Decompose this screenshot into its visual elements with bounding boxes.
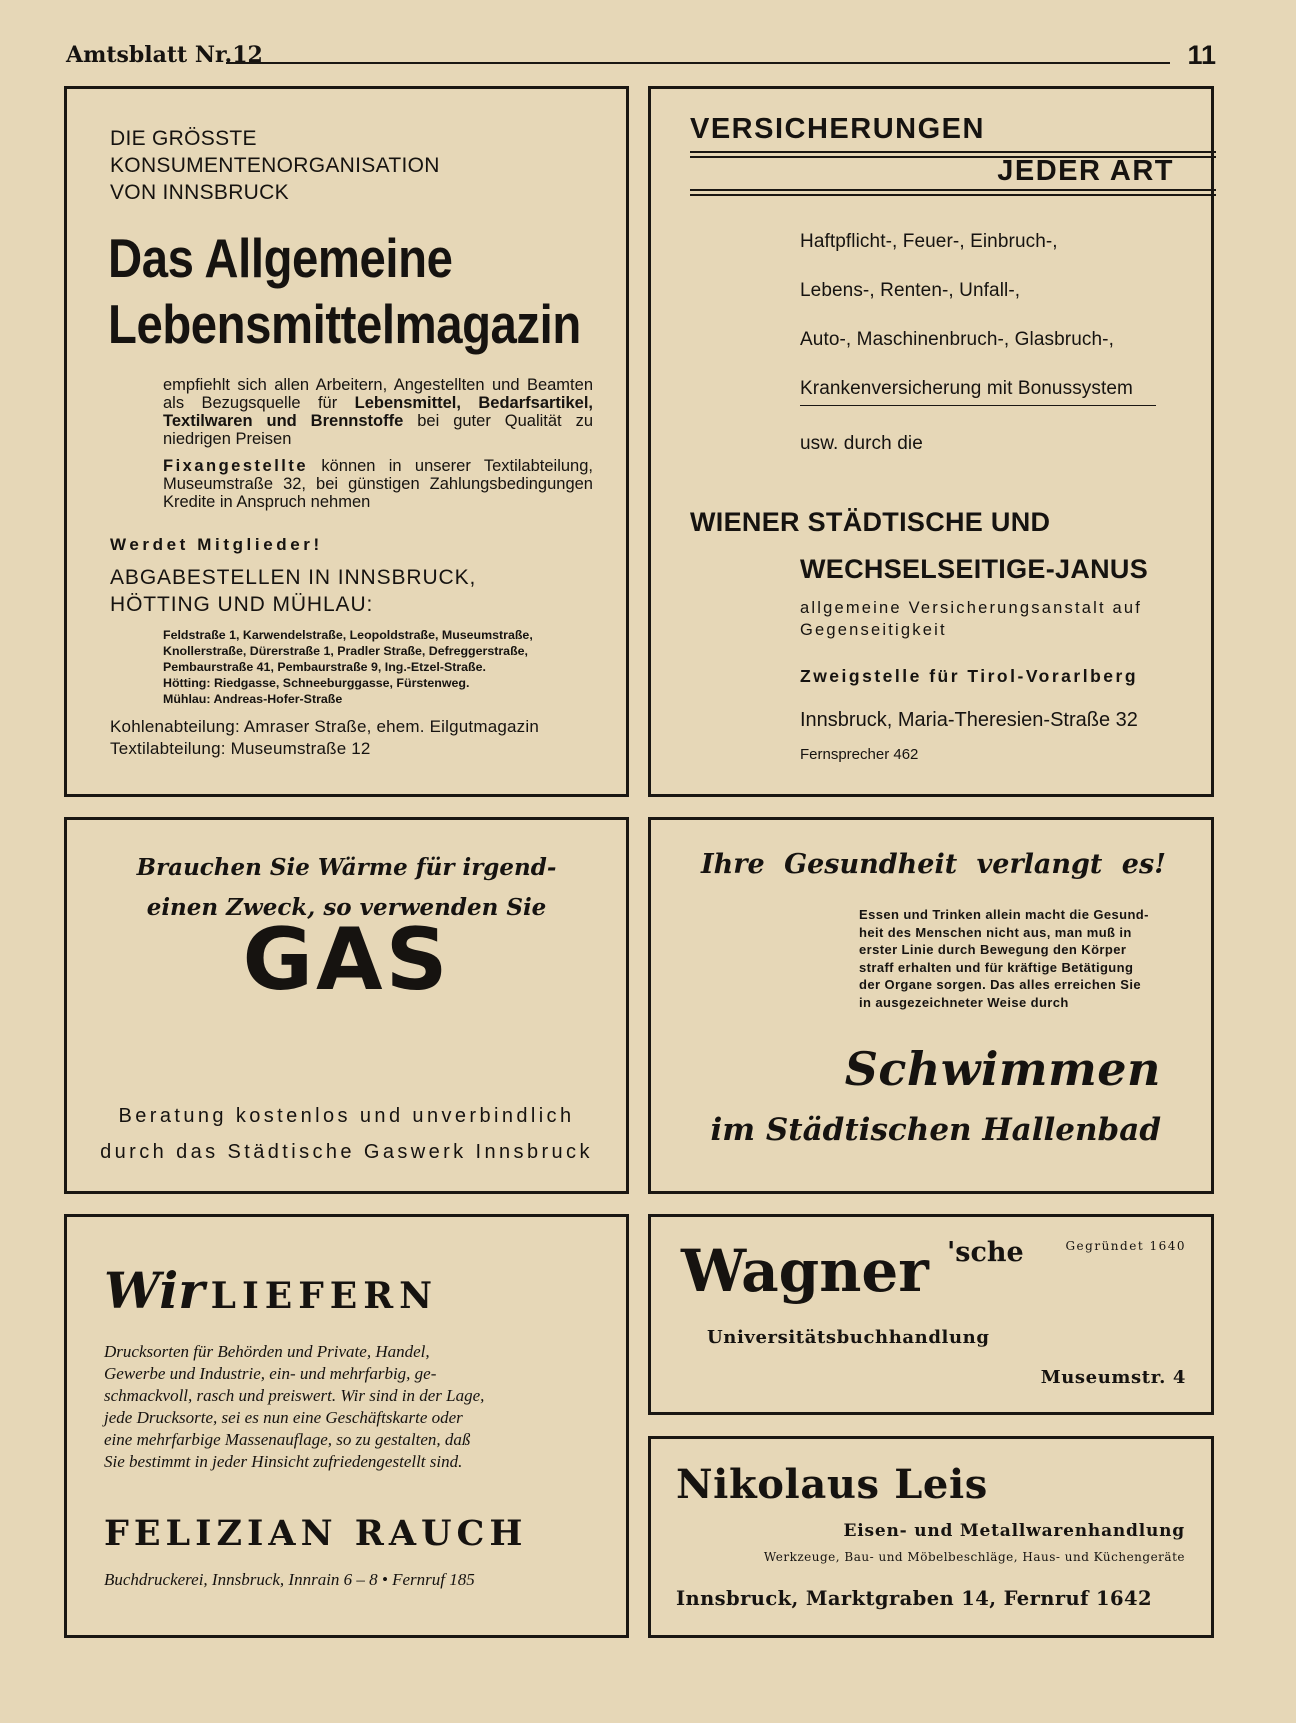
- header-rule: [226, 62, 1170, 64]
- ad-wagner: [648, 1214, 1214, 1415]
- heading-line: Brauchen Sie Wärme für irgend-: [136, 854, 557, 881]
- ad-body: [859, 906, 1149, 1011]
- ad-felizian-rauch: [64, 1214, 629, 1638]
- body-line: Gewerbe und Industrie, ein- und mehrfarbig, ge-: [104, 1364, 437, 1383]
- gas-title: GAS: [242, 910, 451, 1010]
- body-line: jede Drucksorte, sei es nun eine Geschäftskarte oder: [104, 1408, 463, 1427]
- products-bold: Lebensmittel, Bedarfsartikel, Textilwaren und Brennstoffe: [163, 394, 594, 430]
- footer-line: durch das Städtische Gaswerk Innsbruck: [100, 1141, 593, 1163]
- ad-heading: [104, 1261, 438, 1320]
- company-line-1: WIENER STÄDTISCHE UND: [690, 507, 1051, 537]
- ad-nikolaus-leis: [648, 1436, 1214, 1638]
- double-rule: [690, 189, 1216, 196]
- publication-title: Amtsblatt Nr.12: [66, 42, 263, 68]
- text: können in unserer Textilabteilung, Museumstraße 32, bei günstigen Zahlungsbedingungen Kredite in Anspruch nehmen: [163, 457, 593, 511]
- ad-body: [163, 376, 593, 520]
- call-to-action: Werdet Mitglieder!: [110, 535, 323, 554]
- insurance-line: Haftpflicht-, Feuer-, Einbruch-,: [800, 231, 1058, 252]
- company-subtitle: [800, 597, 1142, 641]
- company-name: Wagner: [681, 1237, 929, 1305]
- heading-liefern: LIEFERN: [210, 1275, 439, 1317]
- paragraph-offer: [163, 376, 593, 448]
- subtitle-line: allgemeine Versicherungsanstalt auf: [800, 599, 1143, 617]
- body-line: Sie bestimmt in jeder Hinsicht zufriedengestellt sind.: [104, 1452, 463, 1471]
- title-line: Das Allgemeine: [108, 227, 453, 289]
- outlets-line: ABGABESTELLEN IN INNSBRUCK,: [110, 566, 477, 589]
- address: Innsbruck, Maria-Theresien-Straße 32: [800, 709, 1138, 731]
- body-line: Drucksorten für Behörden und Private, Handel,: [104, 1342, 430, 1361]
- body-line: der Organe sorgen. Das alles erreichen Sie: [859, 977, 1141, 992]
- body-line: eine mehrfarbige Massenauflage, so zu gestalten, daß: [104, 1430, 471, 1449]
- footer-line: Kohlenabteilung: Amraser Straße, ehem. Eilgutmagazin: [110, 717, 540, 736]
- ad-title: [108, 225, 581, 357]
- address: Innsbruck, Marktgraben 14, Fernruf 1642: [676, 1587, 1152, 1610]
- phone: Fernsprecher 462: [800, 746, 919, 763]
- ad-lebensmittelmagazin: [64, 86, 629, 797]
- body-line: straff erhalten und für kräftige Betätigung: [859, 959, 1134, 975]
- body-line: in ausgezeichneter Weise durch: [859, 994, 1069, 1010]
- name-suffix: 'sche: [947, 1237, 1024, 1268]
- swim-subtitle: im Städtischen Hallenbad: [710, 1112, 1161, 1148]
- footer-line: Beratung kostenlos und unverbindlich: [118, 1105, 575, 1127]
- insurance-line: Auto-, Maschinenbruch-, Glasbruch-,: [800, 329, 1114, 350]
- footer-line: Textilabteilung: Museumstraße 12: [110, 738, 371, 758]
- spaced-bold: Fixangestellte: [163, 457, 309, 475]
- swim-title: Schwimmen: [844, 1042, 1161, 1096]
- intro-line: DIE GRÖSSTE: [110, 127, 257, 150]
- ad-body: [104, 1341, 484, 1473]
- ad-intro: [110, 125, 440, 206]
- intro-line: VON INNSBRUCK: [110, 181, 289, 204]
- text: empfiehlt sich allen Arbeitern, Angestellten und Beamten als Bezugsquelle für: [163, 376, 593, 412]
- business-type: Eisen- und Metallwarenhandlung: [843, 1521, 1185, 1541]
- hoetting-line: [163, 675, 533, 691]
- insurance-line: usw. durch die: [800, 433, 923, 454]
- heading-1: VERSICHERUNGEN: [690, 113, 985, 145]
- muehlau-line: [163, 691, 533, 707]
- body-line: Essen und Trinken allein macht die Gesund-: [859, 907, 1149, 922]
- ad-footer: [110, 716, 539, 759]
- page-number: 11: [1187, 40, 1216, 70]
- branch: Zweigstelle für Tirol-Vorarlberg: [800, 666, 1139, 686]
- text: Riedgasse, Schneeburggasse, Fürstenweg.: [213, 676, 470, 690]
- heading-2: JEDER ART: [997, 155, 1174, 187]
- body-line: schmackvoll, rasch und preiswert. Wir sind in der Lage,: [104, 1386, 485, 1405]
- underline: [800, 405, 1156, 406]
- address: Museumstr. 4: [1040, 1367, 1186, 1388]
- outlets-list: [163, 627, 533, 707]
- insurance-line: Lebens-, Renten-, Unfall-,: [800, 280, 1021, 301]
- body-line: erster Linie durch Bewegung den Körper: [859, 942, 1127, 957]
- paragraph-credit: [163, 457, 593, 511]
- outlets-line: HÖTTING UND MÜHLAU:: [110, 593, 374, 616]
- ad-footer: Buchdruckerei, Innsbruck, Innrain 6 – 8 • Fernruf 185: [104, 1570, 475, 1589]
- outlets-heading: [110, 564, 476, 618]
- page-header: [66, 40, 1216, 76]
- label: Hötting:: [163, 676, 211, 690]
- company-name: Nikolaus Leis: [676, 1461, 988, 1508]
- subtitle-line: Gegenseitigkeit: [800, 621, 947, 639]
- street-line: Pembaurstraße 41, Pembaurstraße 9, Ing.-Etzel-Straße.: [163, 660, 486, 674]
- business-type: Universitätsbuchhandlung: [707, 1327, 990, 1348]
- insurance-line: Krankenversicherung mit Bonussystem: [800, 378, 1133, 399]
- text: bei guter Qualität zu niedrigen Preisen: [163, 412, 593, 448]
- text: Andreas-Hofer-Straße: [213, 692, 343, 706]
- label: Mühlau:: [163, 692, 211, 706]
- body-line: heit des Menschen nicht aus, man muß in: [859, 924, 1132, 940]
- company-line-2: WECHSELSEITIGE-JANUS: [800, 554, 1149, 584]
- intro-line: KONSUMENTENORGANISATION: [110, 154, 440, 177]
- founded: Gegründet 1640: [1065, 1239, 1186, 1253]
- product-list: Werkzeuge, Bau- und Möbelbeschläge, Haus- und Küchengeräte: [763, 1550, 1185, 1564]
- ad-gas: [64, 817, 629, 1194]
- company-name: FELIZIAN RAUCH: [104, 1513, 528, 1554]
- ad-footer: [67, 1098, 626, 1170]
- ad-hallenbad: [648, 817, 1214, 1194]
- street-line: Knollerstraße, Dürerstraße 1, Pradler Straße, Defreggerstraße,: [163, 644, 528, 658]
- heading-line: einen Zweck, so verwenden Sie: [146, 894, 547, 921]
- ad-heading: Ihre Gesundheit verlangt es!: [701, 849, 1167, 880]
- title-line: Lebensmittelmagazin: [108, 293, 581, 355]
- street-line: Feldstraße 1, Karwendelstraße, Leopoldstraße, Museumstraße,: [163, 628, 533, 642]
- heading-wir: Wir: [104, 1261, 205, 1320]
- ad-versicherungen: [648, 86, 1214, 797]
